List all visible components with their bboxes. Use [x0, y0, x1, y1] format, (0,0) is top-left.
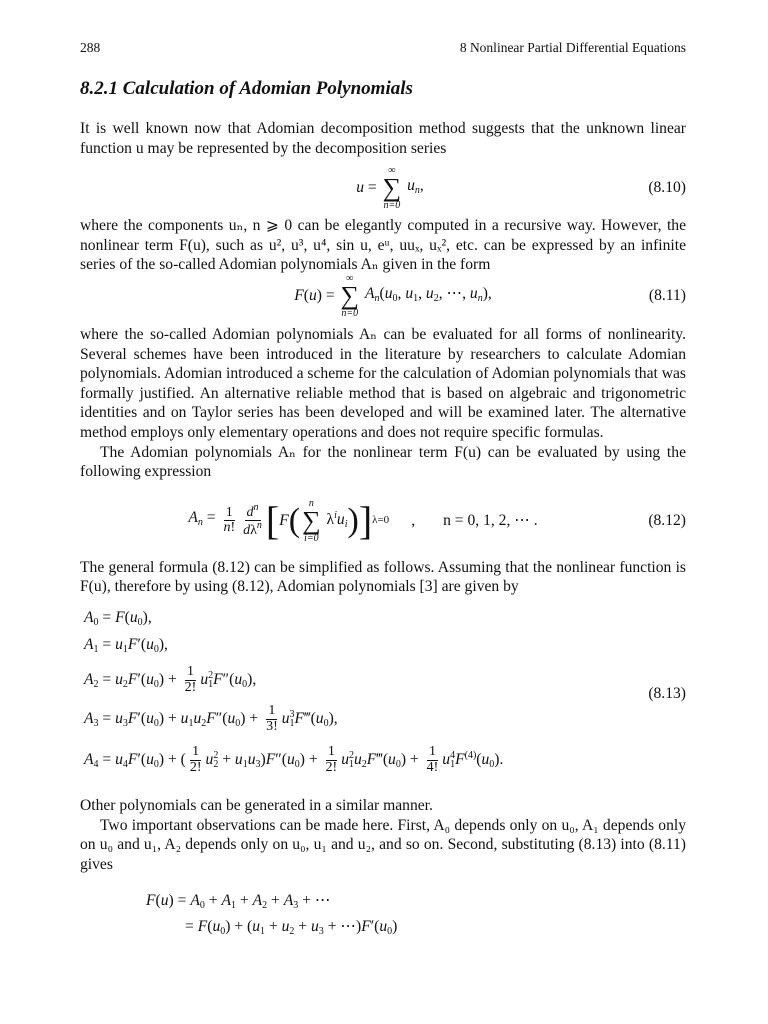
page — [80, 40, 686, 942]
paragraph-6: Other polynomials can be generated in a similar manner. — [80, 796, 433, 814]
running-head — [80, 40, 686, 62]
equation-number: (8.12) — [648, 511, 686, 529]
equation-8-13: $A_0 = F(u_0)$, $A_1 = u_1F'(u_0)$, $A_2 = u_2F'(u_0)$ + $\frac{1}{2!}$ $u_1^2F''(u_0)$, $A_3 = u_3F'(u_0) + u_1u_2F''(u_0)$ + $\frac{1}{3!}$ $u_1^3F‴(u_0)$, $A_4 = u_4F'(u_0)$ + ( $\frac{1}{2!}$ $u_2^2 + u_1u_3)F''(u_0)$ + $\frac{1}{2!}$ $u_1^2u_2F‴(u_0)$ + $\frac{1}{4!}$ $u_1^4F^{(4)}(u_0)$. (8.13) — [84, 608, 686, 775]
section-title: 8.2.1 Calculation of Adomian Polynomials — [80, 78, 413, 99]
paragraph-1: It is well known now that Adomian decomposition method suggests that the unknown linear function u may be represented by the decomposition series — [80, 120, 686, 157]
equation-number: (8.10) — [648, 179, 686, 197]
paragraph-2: where the components uₙ, n ⩾ 0 can be elegantly computed in a recursive way. However, the nonlinear term F(u), such as u², u³, u⁴, sin u, eᵘ, uuₓ, uₓ², etc. can be expressed by an infinite series of the so-called Adomian polynomials Aₙ given in the form — [80, 217, 686, 274]
equation-8-10: u = ∞ ∑ n=0 $u_n$, (8.10) — [356, 165, 686, 212]
paragraph-5: The general formula (8.12) can be simplified as follows. Assuming that the nonlinear function is F(u), therefore by using (8.12), Adomian polynomials [3] are given by — [80, 558, 686, 596]
equation-8-11: F(u) = ∞ ∑ n=0 $A_n(u_0$, $u_1$, $u_2$, ⋯, $u_n$), (8.11) — [294, 272, 686, 319]
paragraph-4: The Adomian polynomials Aₙ for the nonlinear term F(u) can be evaluated by using the following expression — [80, 443, 686, 481]
equation-condition: n = 0, 1, 2, ⋯ . — [443, 511, 538, 529]
paragraph-3: where the so-called Adomian polynomials Aₙ can be evaluated for all forms of nonlinearity. Several schemes have been introduced in the literature by researchers to calculate Adomian polynomials. Adomian introduced a scheme for the calculation of Adomian polynomials that was formally justified. An alternative reliable method that is based on algebraic and trigonometric identities and on Taylor series has been developed and will be examined later. The alternative method employs only elementary operations and does not require specific formulas. — [80, 325, 686, 441]
equation-number: (8.13) — [648, 685, 686, 703]
equation-8-12: $A_n$ = $\frac{1}{n!}$ $\frac{d^n}{d\lambda^n}$ [ F ( n ∑ i=0 $\lambda^iu_i$ ) ] λ=0 , n = 0, 1, 2, ⋯ . (8.12) — [188, 497, 686, 544]
chapter-title: 8 Nonlinear Partial Differential Equations — [459, 40, 686, 55]
paragraph-7: Two important observations can be made here. First, A₀ depends only on u₀, A₁ depends only on u₀ and u₁, A₂ depends only on u₀, u₁ and u₂, and so on. Second, substituting (8.13) into (8.11) gives — [80, 816, 686, 873]
equation-number: (8.11) — [648, 287, 686, 305]
page-number: 288 — [80, 40, 101, 55]
equation-substitution: $F(u) = A_0 + A_1 + A_2 + A_3$ + ⋯ = $F(u_0) + (u_1 + u_2 + u_3$ + $\cdots)F'(u_0)$ — [146, 892, 398, 938]
